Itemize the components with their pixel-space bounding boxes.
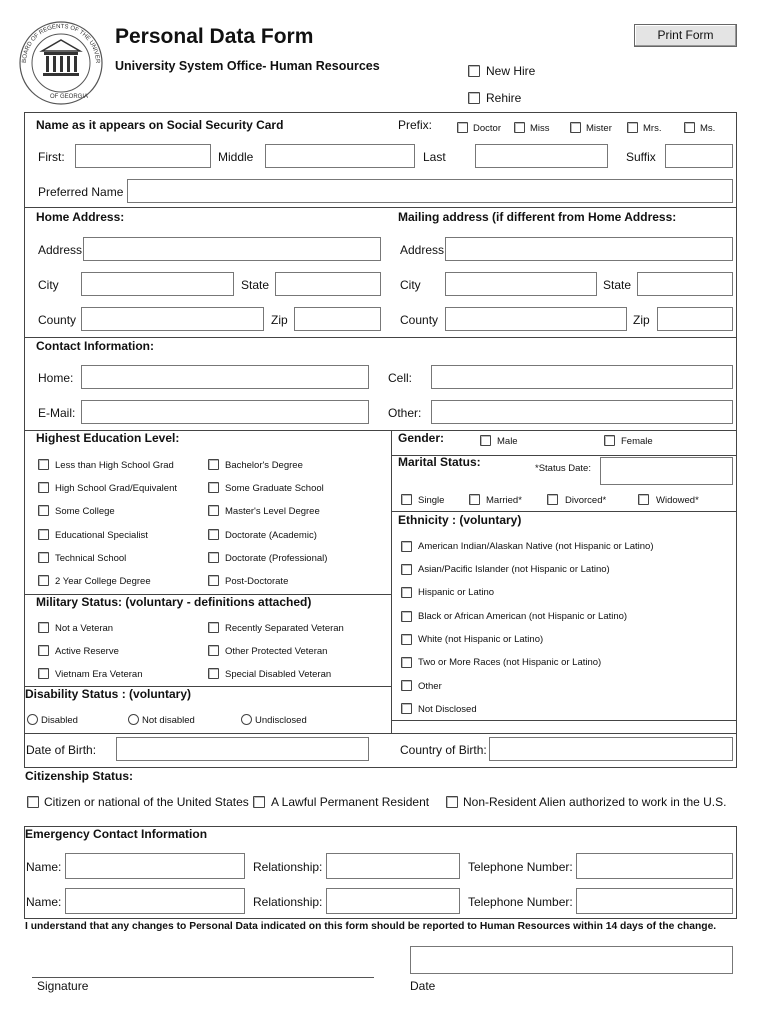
disability-disabled-label: Disabled — [41, 715, 78, 726]
signature-line — [32, 977, 374, 978]
home-zip-input[interactable] — [294, 307, 381, 331]
home-county-input[interactable] — [81, 307, 264, 331]
email-input[interactable] — [81, 400, 369, 424]
edu-some-college-checkbox[interactable] — [38, 505, 49, 516]
home-phone-label: Home: — [38, 371, 74, 385]
edu-hs-grad-checkbox[interactable] — [38, 482, 49, 493]
suffix-label: Suffix — [626, 150, 656, 164]
prefix-mrs-label: Mrs. — [643, 123, 662, 134]
edu-some-grad-checkbox[interactable] — [208, 482, 219, 493]
eth-hispanic-checkbox[interactable] — [401, 587, 412, 598]
marital-married-label: Married* — [486, 495, 522, 506]
home-address-label: Address — [38, 243, 83, 257]
edu-specialist-label: Educational Specialist — [55, 530, 148, 541]
eth-not-disclosed-label: Not Disclosed — [418, 704, 477, 715]
new-hire-checkbox[interactable] — [468, 65, 480, 77]
disability-heading: Disability Status : (voluntary) — [25, 687, 192, 701]
mailing-city-label: City — [400, 278, 421, 292]
suffix-input[interactable] — [665, 144, 733, 168]
prefix-ms-checkbox[interactable] — [684, 122, 695, 133]
eth-black-checkbox[interactable] — [401, 611, 412, 622]
edu-doctorate-academic-checkbox[interactable] — [208, 529, 219, 540]
marital-widowed-checkbox[interactable] — [638, 494, 649, 505]
cell-phone-label: Cell: — [388, 371, 413, 385]
middle-name-input[interactable] — [265, 144, 415, 168]
emergency-telephone-1-input[interactable] — [576, 853, 733, 879]
mil-not-veteran-label: Not a Veteran — [55, 623, 114, 634]
home-city-label: City — [38, 278, 59, 292]
citizen-permanent-resident-label: A Lawful Permanent Resident — [271, 795, 430, 809]
edu-some-college-label: Some College — [55, 506, 115, 517]
edu-masters-label: Master's Level Degree — [225, 506, 320, 517]
marital-widowed-label: Widowed* — [656, 495, 699, 506]
new-hire-label: New Hire — [486, 64, 536, 78]
rehire-checkbox[interactable] — [468, 92, 480, 104]
citizen-us-checkbox[interactable] — [27, 796, 39, 808]
first-name-input[interactable] — [75, 144, 211, 168]
last-name-input[interactable] — [475, 144, 608, 168]
prefix-ms-label: Ms. — [700, 123, 716, 134]
preferred-name-label: Preferred Name — [38, 185, 124, 199]
first-name-label: First: — [38, 150, 65, 164]
emergency-name-1-label: Name: — [26, 860, 62, 874]
gender-male-label: Male — [497, 436, 518, 447]
edu-two-year-label: 2 Year College Degree — [55, 576, 151, 587]
dob-input[interactable] — [116, 737, 369, 761]
other-contact-label: Other: — [388, 406, 422, 420]
edu-doctorate-professional-label: Doctorate (Professional) — [225, 553, 328, 564]
education-heading: Highest Education Level: — [36, 431, 180, 445]
preferred-name-input[interactable] — [127, 179, 733, 203]
eth-black-label: Black or African American (not Hispanic or Latino) — [418, 611, 628, 622]
emergency-heading: Emergency Contact Information — [25, 827, 208, 841]
mailing-address-input[interactable] — [445, 237, 733, 261]
edu-technical-checkbox[interactable] — [38, 552, 49, 563]
rehire-label: Rehire — [486, 91, 522, 105]
name-heading: Name as it appears on Social Security Card — [36, 118, 284, 132]
prefix-mister-checkbox[interactable] — [570, 122, 581, 133]
mil-active-reserve-label: Active Reserve — [55, 646, 119, 657]
eth-other-label: Other — [418, 681, 442, 692]
disability-disabled-radio[interactable] — [27, 714, 38, 725]
date-label: Date — [410, 979, 436, 993]
signature-label: Signature — [37, 979, 89, 993]
eth-american-indian-checkbox[interactable] — [401, 541, 412, 552]
prefix-label: Prefix: — [398, 118, 433, 132]
cell-phone-input[interactable] — [431, 365, 733, 389]
emergency-telephone-2-input[interactable] — [576, 888, 733, 914]
mailing-city-input[interactable] — [445, 272, 597, 296]
page-subtitle: University System Office- Human Resources — [115, 59, 380, 73]
mil-other-protected-label: Other Protected Veteran — [225, 646, 328, 657]
marital-divorced-checkbox[interactable] — [547, 494, 558, 505]
disability-undisclosed-radio[interactable] — [241, 714, 252, 725]
disability-not-disabled-label: Not disabled — [142, 715, 195, 726]
dob-label: Date of Birth: — [26, 743, 97, 757]
home-address-input[interactable] — [83, 237, 381, 261]
prefix-miss-checkbox[interactable] — [514, 122, 525, 133]
emergency-telephone-2-label: Telephone Number: — [468, 895, 573, 909]
mailing-state-label: State — [603, 278, 632, 292]
marital-heading: Marital Status: — [398, 455, 481, 469]
edu-bachelors-label: Bachelor's Degree — [225, 460, 303, 471]
edu-technical-label: Technical School — [55, 553, 127, 564]
eth-white-checkbox[interactable] — [401, 634, 412, 645]
mil-recently-separated-checkbox[interactable] — [208, 622, 219, 633]
emergency-telephone-1-label: Telephone Number: — [468, 860, 573, 874]
email-label: E-Mail: — [38, 406, 76, 420]
mil-recently-separated-label: Recently Separated Veteran — [225, 623, 344, 634]
edu-doctorate-academic-label: Doctorate (Academic) — [225, 530, 317, 541]
eth-asian-label: Asian/Pacific Islander (not Hispanic or Latino) — [418, 564, 610, 575]
mailing-address-heading: Mailing address (if different from Home Address: — [398, 210, 677, 224]
edu-less-than-hs-checkbox[interactable] — [38, 459, 49, 470]
mailing-county-input[interactable] — [445, 307, 627, 331]
home-state-input[interactable] — [275, 272, 381, 296]
edu-specialist-checkbox[interactable] — [38, 529, 49, 540]
country-of-birth-label: Country of Birth: — [400, 743, 487, 757]
mailing-zip-label: Zip — [633, 313, 650, 327]
last-name-label: Last — [423, 150, 446, 164]
marital-divorced-label: Divorced* — [565, 495, 607, 506]
citizen-non-resident-label: Non-Resident Alien authorized to work in the U.S. — [463, 795, 727, 809]
eth-american-indian-label: American Indian/Alaskan Native (not Hispanic or Latino) — [418, 541, 654, 552]
emergency-name-2-label: Name: — [26, 895, 62, 909]
gender-heading: Gender: — [398, 431, 445, 445]
svg-text:BOARD OF REGENTS OF THE UNIVER: BOARD OF REGENTS OF THE UNIVER — [21, 23, 101, 64]
university-seal — [18, 20, 104, 106]
prefix-mrs-checkbox[interactable] — [627, 122, 638, 133]
marital-married-checkbox[interactable] — [469, 494, 480, 505]
mil-vietnam-label: Vietnam Era Veteran — [55, 669, 143, 680]
home-phone-input[interactable] — [81, 365, 369, 389]
marital-single-checkbox[interactable] — [401, 494, 412, 505]
edu-two-year-checkbox[interactable] — [38, 575, 49, 586]
citizenship-heading: Citizenship Status: — [25, 769, 134, 783]
edu-some-grad-label: Some Graduate School — [225, 483, 324, 494]
mil-active-reserve-checkbox[interactable] — [38, 645, 49, 656]
emergency-relationship-2-label: Relationship: — [253, 895, 323, 909]
eth-hispanic-label: Hispanic or Latino — [418, 587, 495, 598]
edu-less-than-hs-label: Less than High School Grad — [55, 460, 174, 471]
prefix-mister-label: Mister — [586, 123, 612, 134]
home-county-label: County — [38, 313, 77, 327]
other-contact-input[interactable] — [431, 400, 733, 424]
home-city-input[interactable] — [81, 272, 234, 296]
eth-two-or-more-checkbox[interactable] — [401, 657, 412, 668]
prefix-doctor-label: Doctor — [473, 123, 501, 134]
military-heading: Military Status: (voluntary - definitions attached) — [36, 595, 312, 609]
mailing-zip-input[interactable] — [657, 307, 733, 331]
date-input[interactable] — [410, 946, 733, 974]
edu-doctorate-professional-checkbox[interactable] — [208, 552, 219, 563]
gender-female-label: Female — [621, 436, 653, 447]
citizen-permanent-resident-checkbox[interactable] — [253, 796, 265, 808]
eth-asian-checkbox[interactable] — [401, 564, 412, 575]
eth-not-disclosed-checkbox[interactable] — [401, 703, 412, 714]
change-notice: I understand that any changes to Personal Data indicated on this form should be reported to Human Resources within 14 days of the change. — [25, 921, 717, 932]
edu-bachelors-checkbox[interactable] — [208, 459, 219, 470]
home-address-heading: Home Address: — [36, 210, 125, 224]
eth-two-or-more-label: Two or More Races (not Hispanic or Latino) — [418, 657, 602, 668]
emergency-relationship-1-label: Relationship: — [253, 860, 323, 874]
home-zip-label: Zip — [271, 313, 288, 327]
mil-other-protected-checkbox[interactable] — [208, 645, 219, 656]
edu-hs-grad-label: High School Grad/Equivalent — [55, 483, 177, 494]
mil-vietnam-checkbox[interactable] — [38, 668, 49, 679]
mailing-county-label: County — [400, 313, 439, 327]
page-title: Personal Data Form — [115, 25, 314, 48]
edu-masters-checkbox[interactable] — [208, 505, 219, 516]
gender-female-checkbox[interactable] — [604, 435, 615, 446]
citizen-us-label: Citizen or national of the United States — [44, 795, 249, 809]
ethnicity-heading: Ethnicity : (voluntary) — [398, 513, 522, 527]
citizen-non-resident-checkbox[interactable] — [446, 796, 458, 808]
prefix-miss-label: Miss — [530, 123, 550, 134]
edu-post-doctorate-label: Post-Doctorate — [225, 576, 289, 587]
edu-post-doctorate-checkbox[interactable] — [208, 575, 219, 586]
emergency-name-1-input[interactable] — [65, 853, 245, 879]
contact-heading: Contact Information: — [36, 339, 154, 353]
middle-name-label: Middle — [218, 150, 254, 164]
marital-single-label: Single — [418, 495, 445, 506]
gender-male-checkbox[interactable] — [480, 435, 491, 446]
mil-not-veteran-checkbox[interactable] — [38, 622, 49, 633]
prefix-doctor-checkbox[interactable] — [457, 122, 468, 133]
disability-not-disabled-radio[interactable] — [128, 714, 139, 725]
eth-other-checkbox[interactable] — [401, 680, 412, 691]
status-date-label: *Status Date: — [535, 463, 591, 474]
country-of-birth-input[interactable] — [489, 737, 733, 761]
emergency-relationship-1-input[interactable] — [326, 853, 460, 879]
mil-special-disabled-checkbox[interactable] — [208, 668, 219, 679]
emergency-relationship-2-input[interactable] — [326, 888, 460, 914]
status-date-input[interactable] — [600, 457, 733, 485]
home-state-label: State — [241, 278, 270, 292]
mil-special-disabled-label: Special Disabled Veteran — [225, 669, 332, 680]
seal-icon — [18, 20, 104, 106]
mailing-address-label: Address — [400, 243, 445, 257]
eth-white-label: White (not Hispanic or Latino) — [418, 634, 544, 645]
mailing-state-input[interactable] — [637, 272, 733, 296]
svg-text:OF GEORGIA: OF GEORGIA — [50, 94, 89, 100]
emergency-name-2-input[interactable] — [65, 888, 245, 914]
print-form-button[interactable]: Print Form — [634, 24, 737, 47]
disability-undisclosed-label: Undisclosed — [255, 715, 307, 726]
